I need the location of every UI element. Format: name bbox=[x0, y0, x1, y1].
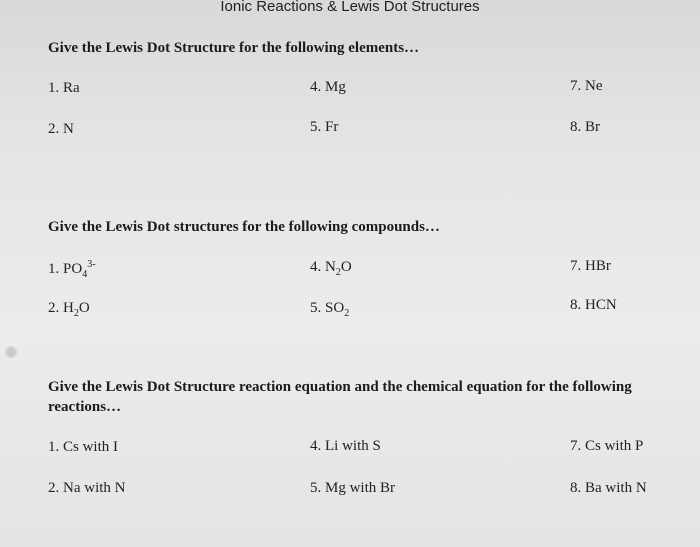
list-item: 2. Na with N bbox=[48, 480, 126, 496]
page-title: Ionic Reactions & Lewis Dot Structures bbox=[220, 0, 480, 15]
list-item: 8. HCN bbox=[570, 297, 617, 313]
list-item: 4. Li with S bbox=[310, 438, 381, 454]
list-item: 1. Cs with I bbox=[48, 439, 119, 455]
section-heading-reactions: Give the Lewis Dot Structure reaction equation and the chemical equation for the following reactions… bbox=[48, 379, 632, 415]
list-item: 1. Ra bbox=[48, 80, 80, 96]
list-item: 4. Mg bbox=[310, 79, 346, 95]
list-item: 5. Mg with Br bbox=[310, 480, 396, 496]
list-item: 7. Cs with P bbox=[570, 438, 644, 454]
list-item: 2. $H_2O$ bbox=[48, 300, 90, 319]
list-item: 8. Ba with N bbox=[570, 480, 647, 496]
list-item: 2. N bbox=[48, 121, 74, 137]
section-heading-compounds: Give the Lewis Dot structures for the following compounds… bbox=[48, 219, 440, 235]
list-item: 4. $N_2O$ bbox=[310, 259, 352, 278]
margin-mark bbox=[5, 346, 17, 358]
list-item: 7. Ne bbox=[570, 78, 603, 94]
list-item: 7. HBr bbox=[570, 258, 611, 274]
section-heading-elements: Give the Lewis Dot Structure for the following elements… bbox=[48, 40, 420, 56]
list-item: 8. Br bbox=[570, 119, 600, 135]
list-item: 5. $SO_2$ bbox=[310, 300, 350, 319]
list-item: 1. $PO_4^{3-}$ bbox=[48, 259, 96, 280]
list-item: 5. Fr bbox=[310, 119, 339, 135]
